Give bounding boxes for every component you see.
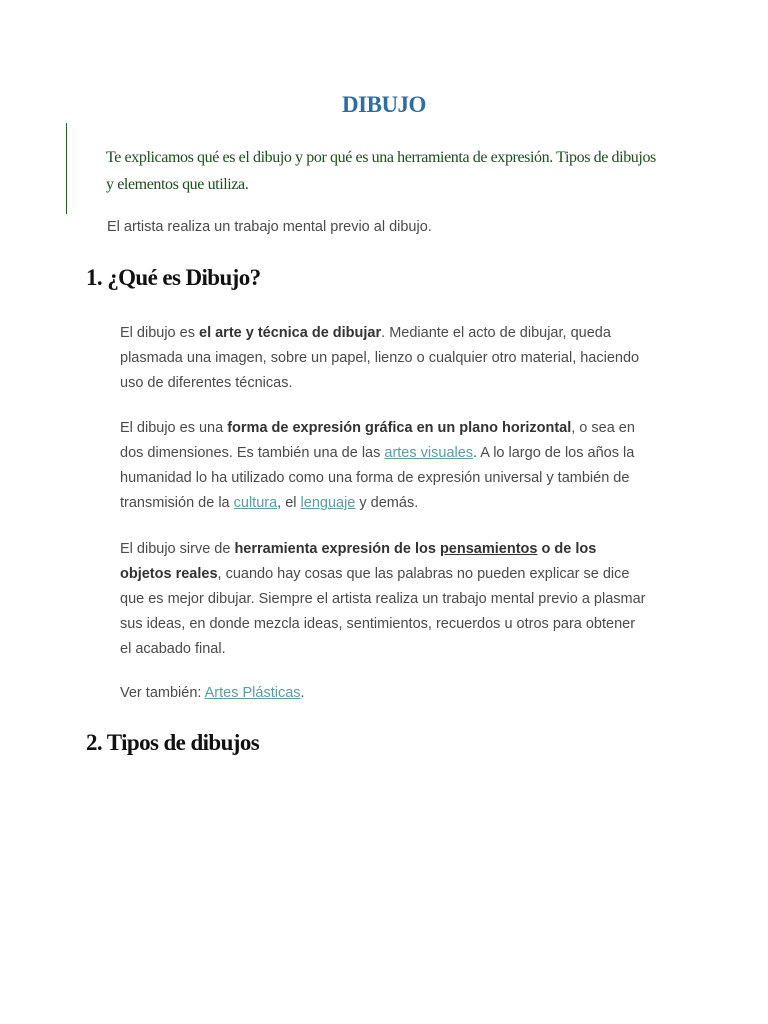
text-run: El dibujo es bbox=[120, 325, 199, 341]
text-run: . A lo largo de los años la humanidad lo ha utilizado como una forma de expresión universal y también de transmisión de la bbox=[120, 445, 635, 511]
image-caption: El artista realiza un trabajo mental previo al dibujo. bbox=[107, 219, 432, 235]
text-run: , o sea en dos dimensiones. Es también una de las bbox=[120, 420, 635, 461]
bold-underlined-text: pensamientos bbox=[439, 541, 538, 557]
paragraph-definition bbox=[120, 321, 650, 396]
section-heading-tipos-de-dibujos: 2. Tipos de dibujos bbox=[86, 730, 260, 755]
text-run: , cuando hay cosas que las palabras no pueden explicar se dice que es mejor dibujar. Siempre el artista realiza un trabajo mental previo a plasmar sus ideas, en donde mezcla ideas, sentimientos, recuerdos u otros para obtener el acabado final. bbox=[120, 566, 646, 657]
paragraph-expression bbox=[120, 416, 650, 516]
bold-text: forma de expresión gráfica en un plano horizontal bbox=[227, 420, 572, 436]
text-run: y demás. bbox=[355, 495, 419, 511]
paragraph-see-also bbox=[120, 681, 650, 706]
text-run: . bbox=[300, 685, 305, 701]
text-run: , el bbox=[277, 495, 301, 511]
link-lenguaje[interactable]: lenguaje bbox=[300, 495, 356, 511]
link-artes-visuales[interactable]: artes visuales bbox=[384, 445, 474, 461]
text-run: . Mediante el acto de dibujar, queda plasmada una imagen, sobre un papel, lienzo o cualquier otro material, haciendo uso de diferentes técnicas. bbox=[120, 325, 640, 391]
bold-text: el arte y técnica de dibujar bbox=[199, 325, 382, 341]
paragraph-tool bbox=[120, 537, 650, 662]
section-heading-que-es-dibujo: 1. ¿Qué es Dibujo? bbox=[86, 265, 261, 290]
page-title: DIBUJO bbox=[342, 92, 426, 117]
text-run: El dibujo sirve de bbox=[120, 541, 235, 557]
link-artes-plasticas[interactable]: Artes Plásticas bbox=[204, 685, 301, 701]
intro-quote-bar bbox=[66, 123, 67, 214]
text-run: Ver también: bbox=[120, 685, 205, 701]
bold-text: o de los objetos reales bbox=[120, 541, 597, 582]
text-run: El dibujo es una bbox=[120, 420, 228, 436]
link-cultura[interactable]: cultura bbox=[233, 495, 278, 511]
bold-text: herramienta expresión de los bbox=[234, 541, 440, 557]
intro-summary: Te explicamos qué es el dibujo y por qué es una herramienta de expresión. Tipos de dibujos y elementos que utiliza. bbox=[106, 149, 656, 193]
